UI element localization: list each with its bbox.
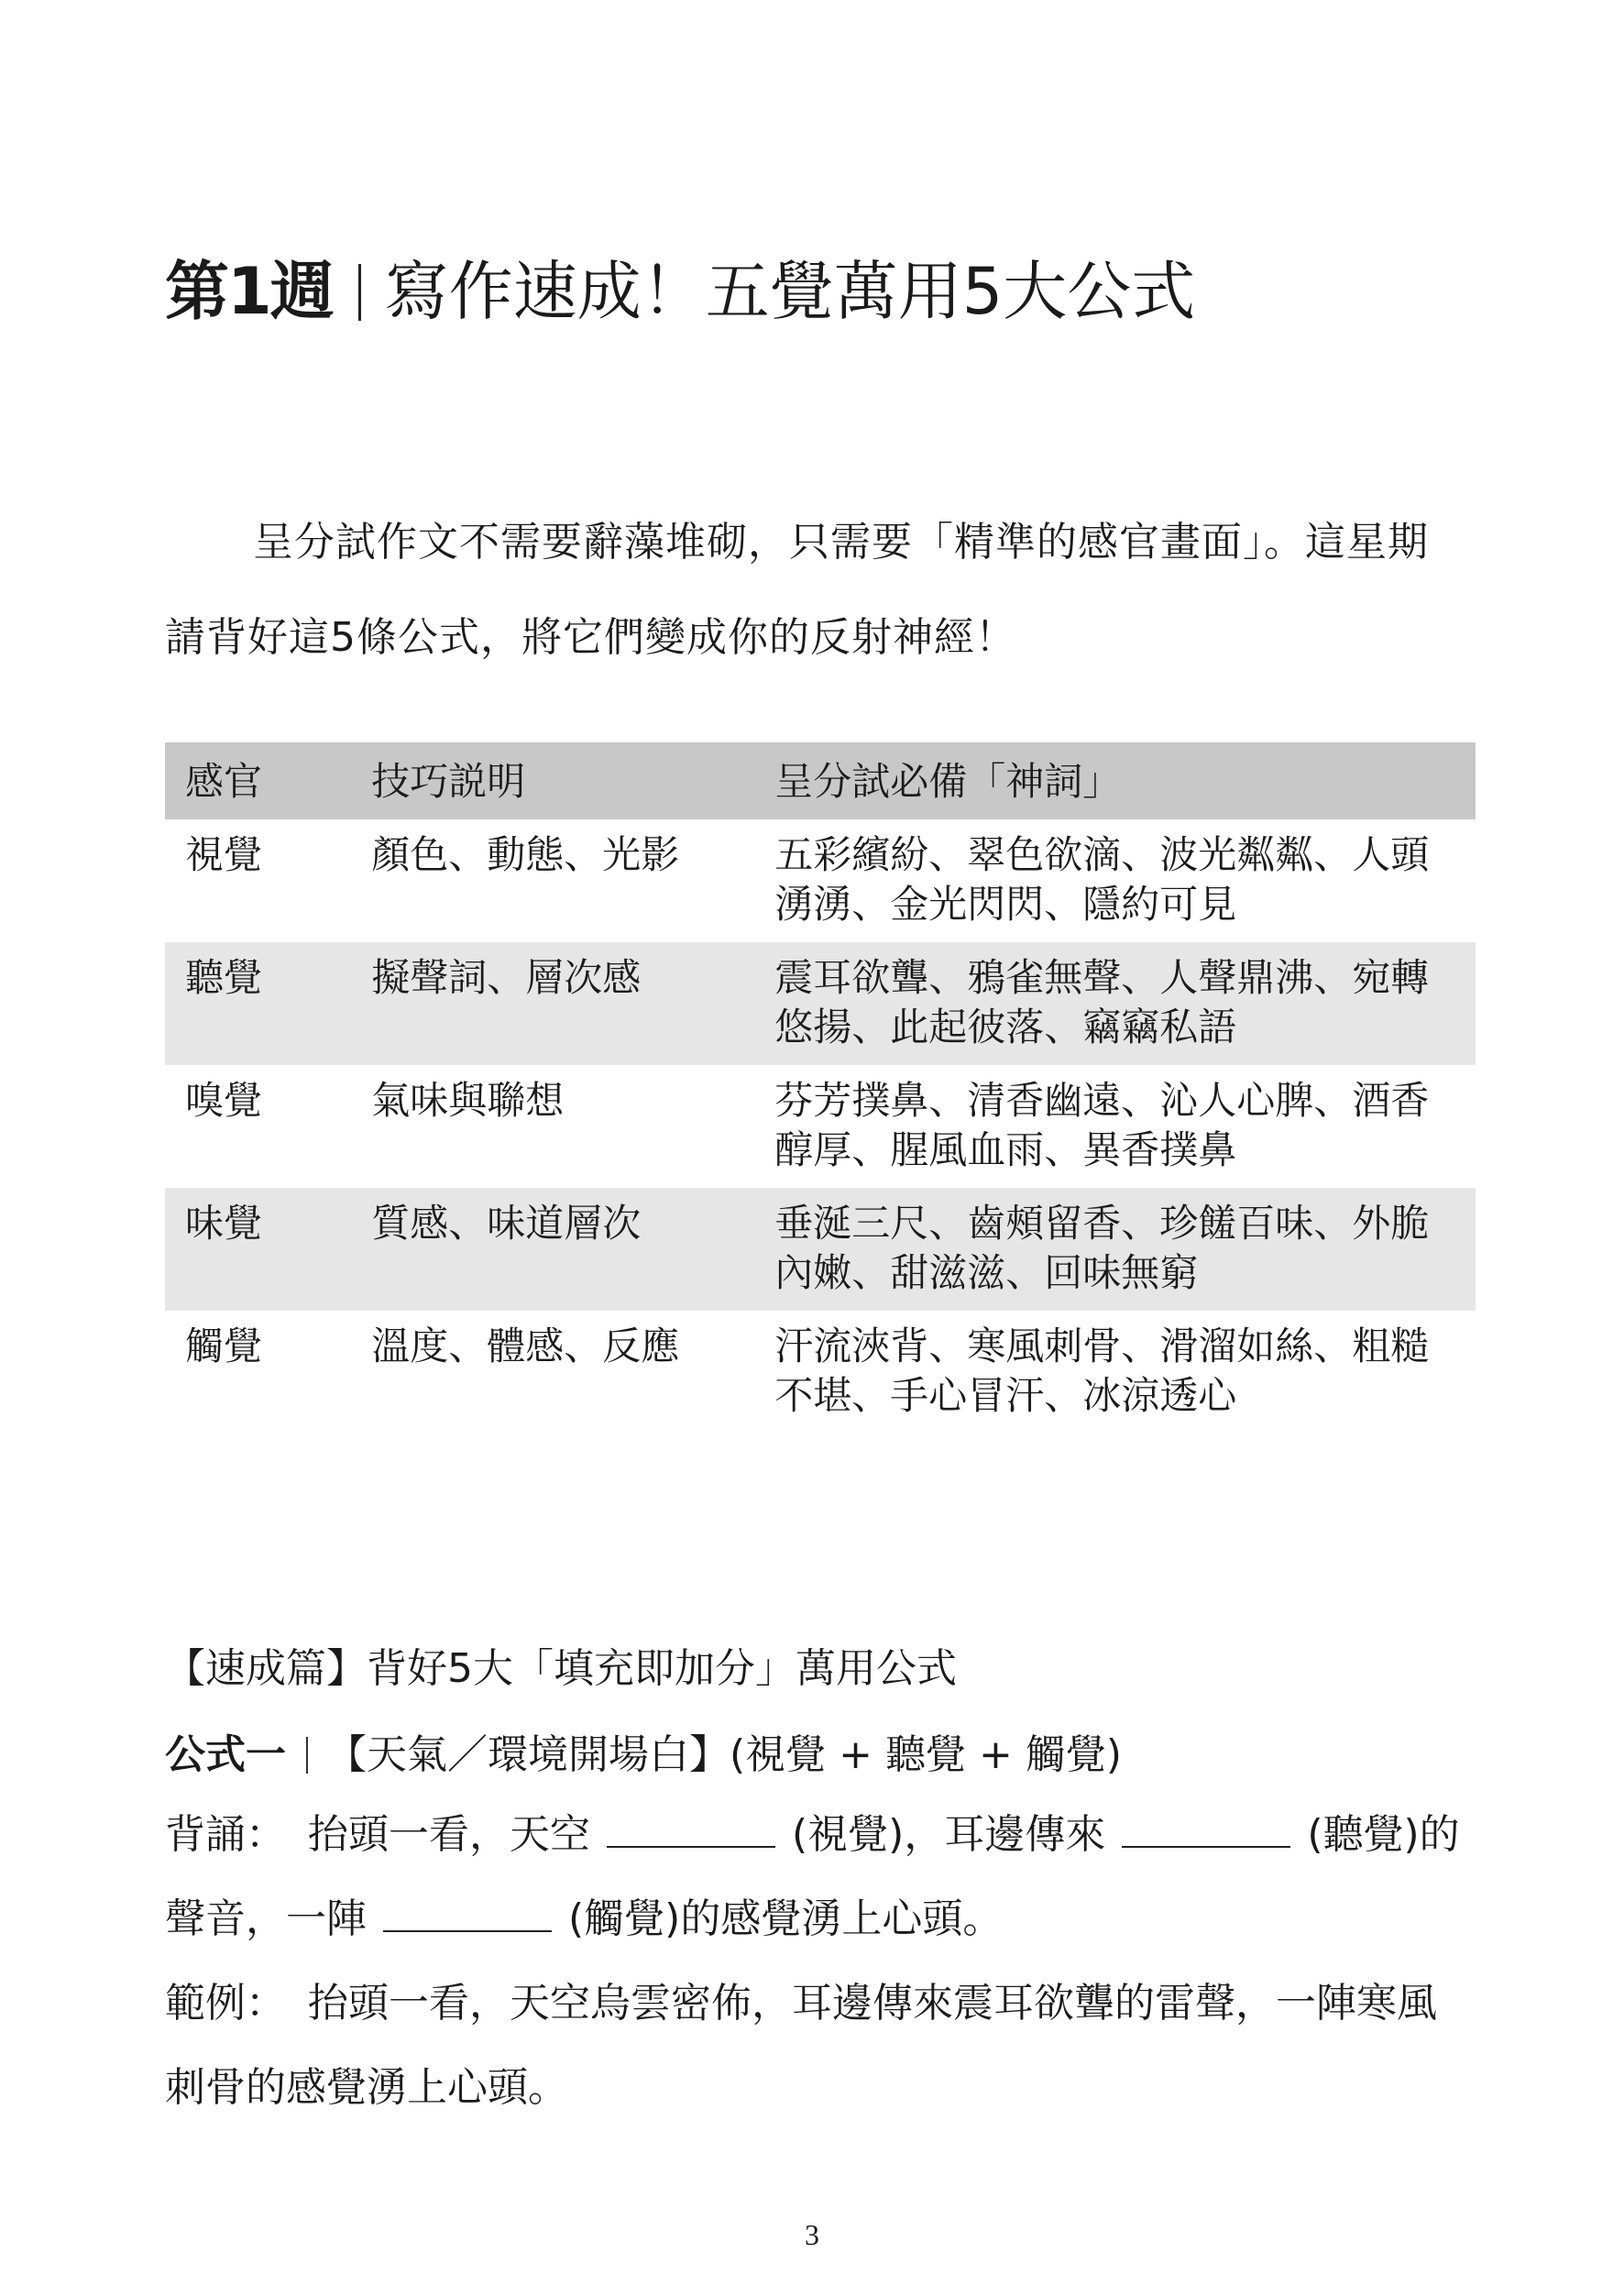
table-header-row	[165, 742, 1476, 819]
header-words: 呈分試必備「神詞」	[774, 759, 1122, 804]
words-cell: 震耳欲聾、鴉雀無聲、人聲鼎沸、宛轉悠揚、此起彼落、竊竊私語	[774, 955, 1430, 1049]
header-technique: 技巧説明	[371, 759, 526, 804]
formula-description: 【天氣／環境開場白】(視覺 + 聽覺 + 觸覺)	[326, 1731, 1123, 1778]
words-cell: 垂涎三尺、齒頰留香、珍饈百味、外脆內嫩、甜滋滋、回味無窮	[774, 1201, 1430, 1295]
technique-cell: 氣味與聯想	[371, 1078, 565, 1123]
page-number: 3	[805, 2218, 819, 2251]
sense-cell: 視覺	[185, 832, 263, 877]
recite-text-1: 抬頭一看，天空	[308, 1811, 590, 1858]
header-sense: 感官	[185, 759, 263, 804]
words-cell: 汗流浹背、寒風刺骨、滑溜如絲、粗糙不堪、手心冒汗、冰涼透心	[774, 1324, 1430, 1418]
sense-cell: 觸覺	[185, 1324, 263, 1368]
example-label: 範例：	[165, 1980, 286, 2027]
table-row	[165, 1188, 1476, 1311]
recite-text-4: (觸覺)的感覺湧上心頭。	[568, 1895, 1004, 1942]
intro-paragraph: 呈分試作文不需要辭藻堆砌，只需要「精準的感官畫面」。這星期請背好這5條公式，將它們變成你的反射神經！	[165, 519, 1429, 661]
table-row	[165, 1311, 1476, 1434]
formula-name: 公式一	[165, 1731, 286, 1778]
example-text: 抬頭一看，天空烏雲密佈，耳邊傳來震耳欲聾的雷聲，一陣寒風刺骨的感覺湧上心頭。	[165, 1980, 1437, 2111]
table-row	[165, 819, 1476, 942]
section-heading: 【速成篇】背好5大「填充即加分」萬用公式	[165, 1645, 957, 1692]
table-row	[165, 942, 1476, 1065]
senses-table	[165, 742, 1476, 1434]
sense-cell: 嗅覺	[185, 1078, 263, 1123]
title-topic: 寫作速成！五覺萬用5大公式	[384, 254, 1196, 329]
formula-heading	[165, 1723, 1122, 1787]
technique-cell: 質感、味道層次	[371, 1201, 642, 1246]
table-row	[165, 1065, 1476, 1188]
technique-cell: 顏色、動態、光影	[371, 832, 680, 877]
formula-divider	[306, 1737, 308, 1774]
recite-paragraph	[165, 1793, 1476, 1961]
fill-blank-visual	[607, 1811, 775, 1848]
recite-label: 背誦：	[165, 1811, 286, 1858]
words-cell: 芬芳撲鼻、清香幽遠、沁人心脾、酒香醇厚、腥風血雨、異香撲鼻	[774, 1078, 1430, 1172]
recite-text-2: (視覺)，耳邊傳來	[792, 1811, 1106, 1858]
technique-cell: 擬聲詞、層次感	[371, 955, 642, 1000]
words-cell: 五彩繽紛、翠色欲滴、波光粼粼、人頭湧湧、金光閃閃、隱約可見	[774, 832, 1430, 927]
recite-text-3: (聽覺)的聲音，一陣	[165, 1811, 1460, 1942]
fill-blank-auditory	[1122, 1811, 1290, 1848]
sense-cell: 味覺	[185, 1201, 263, 1246]
title-divider	[358, 264, 361, 321]
fill-blank-tactile	[383, 1895, 552, 1932]
technique-cell: 溫度、體感、反應	[371, 1324, 680, 1368]
page-title	[165, 246, 1195, 337]
week-label: 第1週	[165, 254, 333, 329]
sense-cell: 聽覺	[185, 955, 263, 1000]
example-paragraph	[165, 1961, 1476, 2130]
